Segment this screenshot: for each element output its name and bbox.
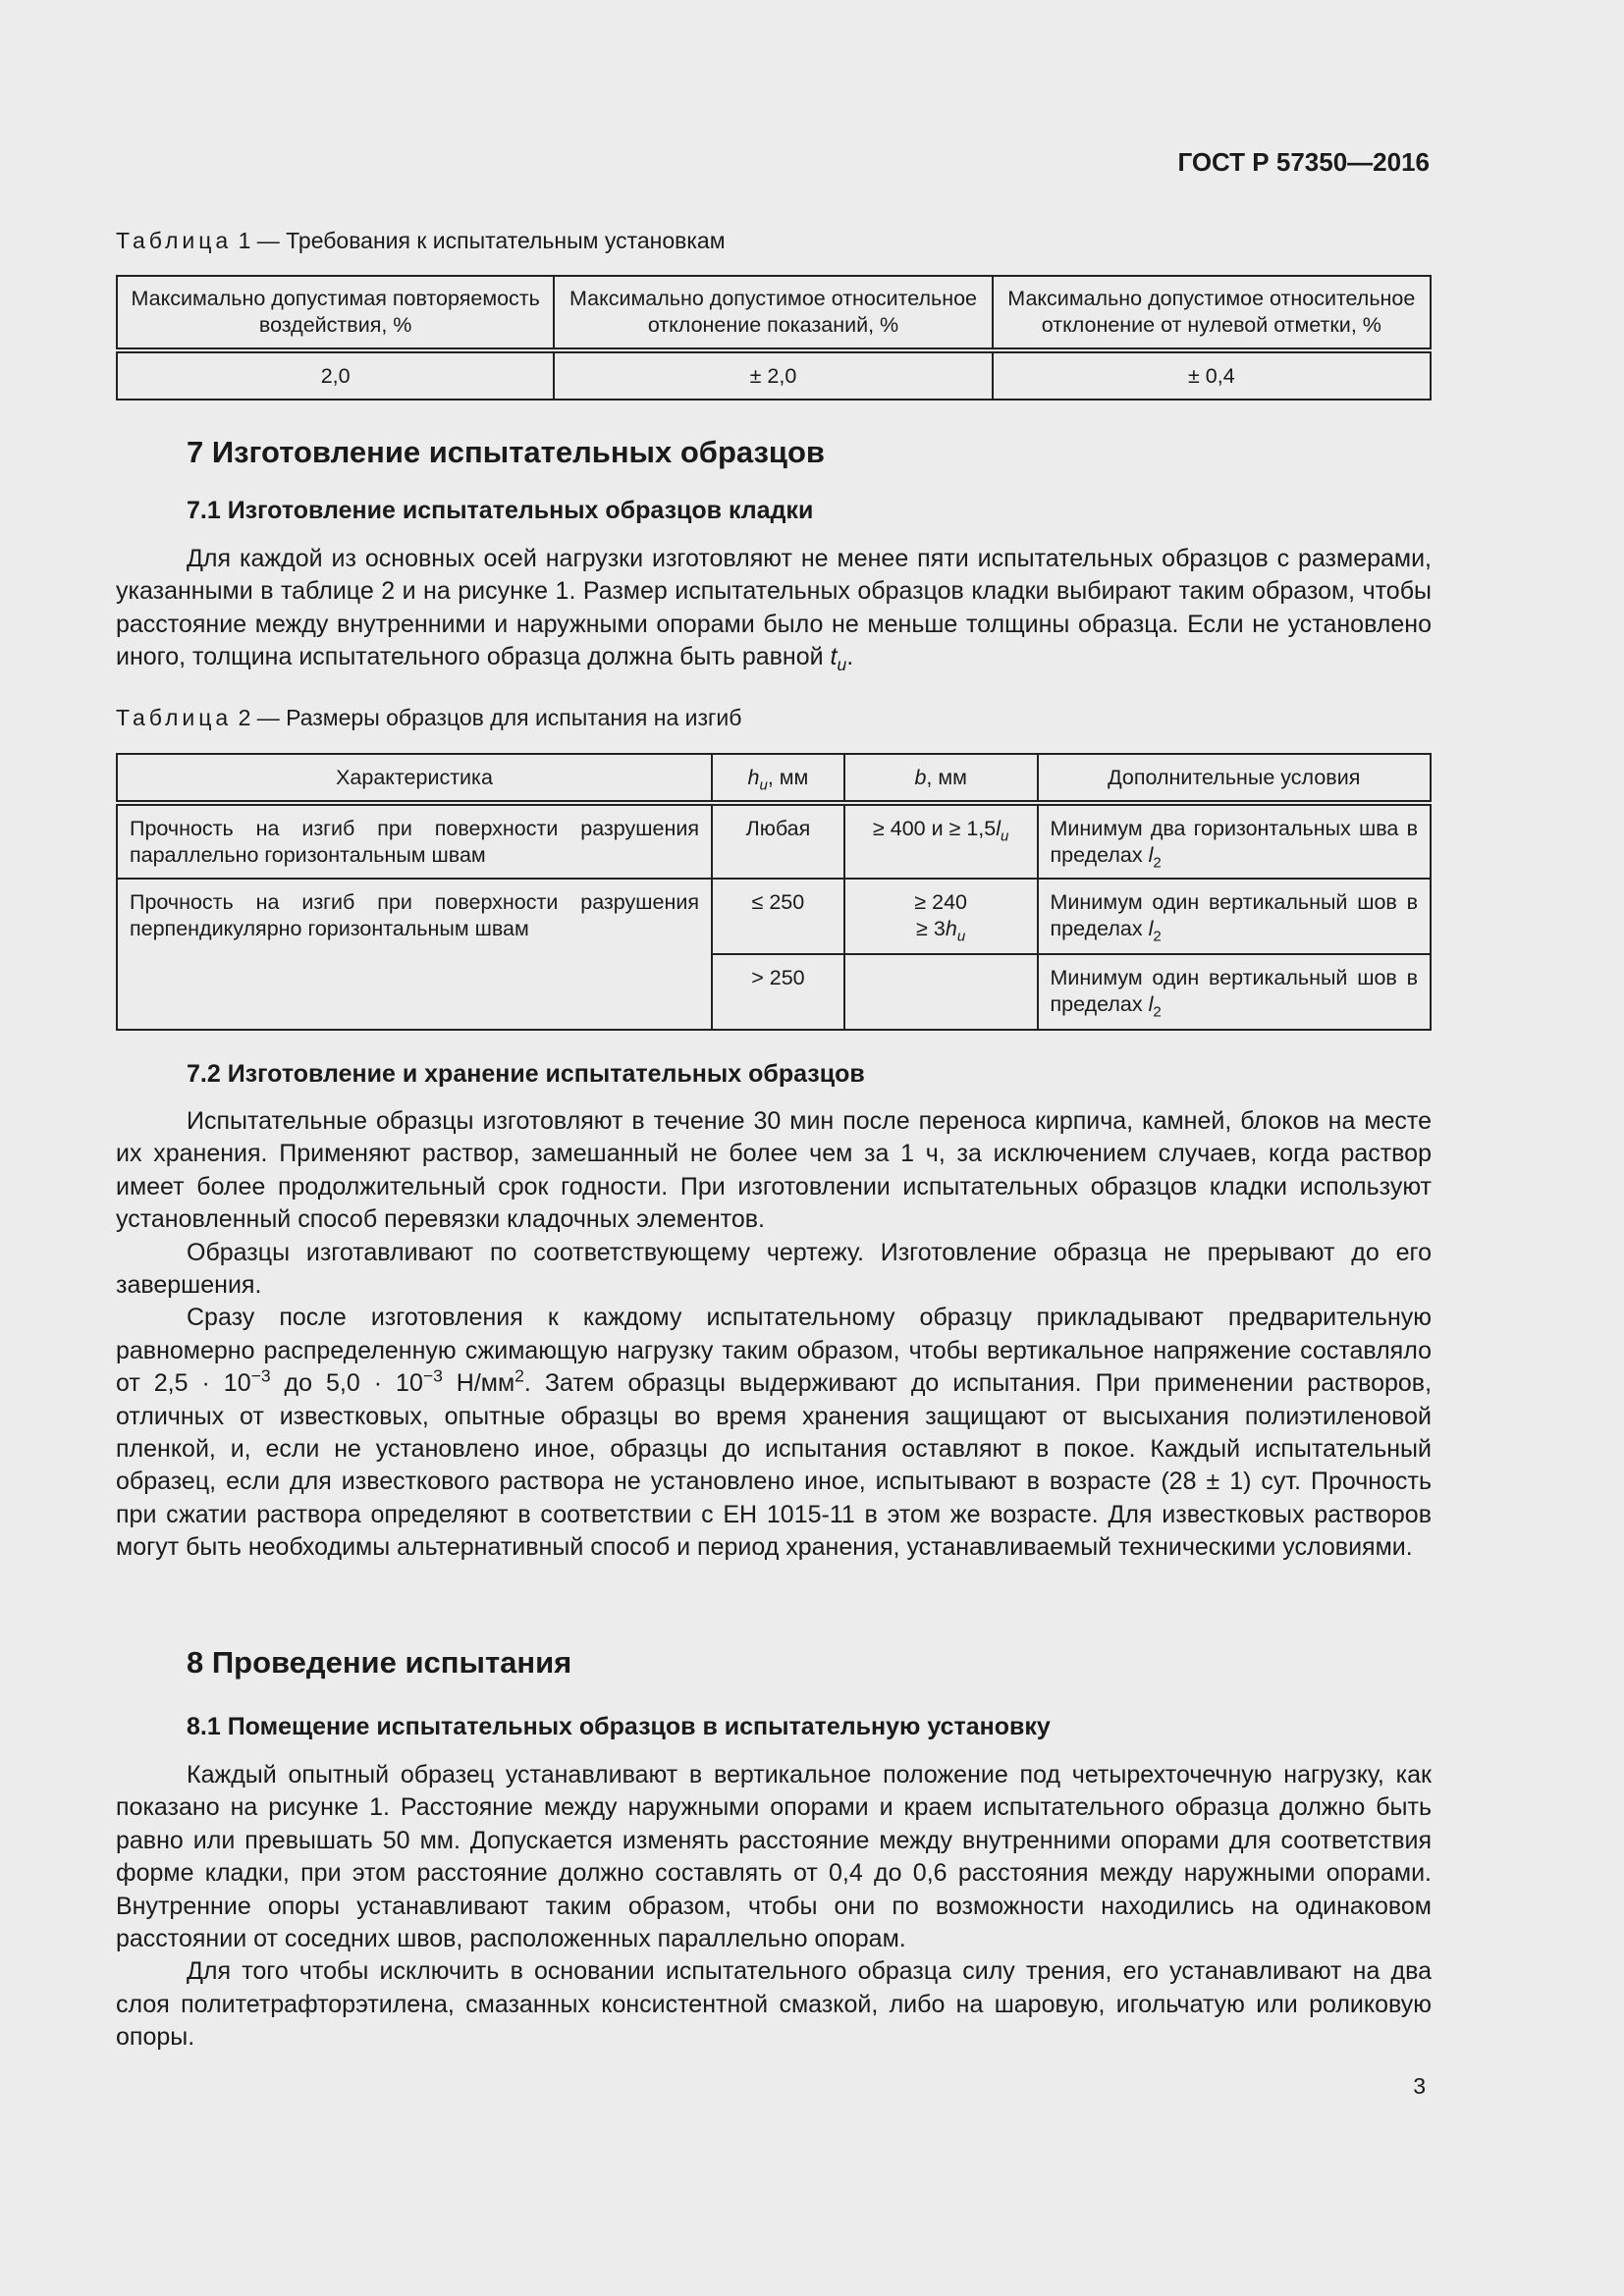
table1-header-zero-deviation: Максимально допустимое относительное отклонение от нулевой отметки, % bbox=[993, 276, 1431, 350]
table2-header-b bbox=[844, 754, 1038, 803]
section8-1-paragraph2: Для того чтобы исключить в основании испытательного образца силу трения, его устанавливают на два слоя политетрафторэтилена, смазанных консистентной смазкой, либо на шаровую, игольчатую или роликовую опоры. bbox=[116, 1957, 1432, 2052]
table1-header-deviation: Максимально допустимое относительное отклонение показаний, % bbox=[554, 276, 992, 350]
table2-row3-conditions-symbol: l bbox=[1148, 991, 1154, 1016]
table1-value-repeatability: 2,0 bbox=[117, 350, 554, 400]
table1-value-deviation: ± 2,0 bbox=[554, 350, 992, 400]
table2-row1-hu: Любая bbox=[712, 803, 844, 879]
table2-row1-conditions-text: Минимум два горизонтальных шва в пределах bbox=[1050, 817, 1418, 867]
table2-row2-b-value2 bbox=[857, 916, 1025, 945]
section8-1-text bbox=[116, 1759, 1432, 2055]
table2-row1-conditions-subscript: 2 bbox=[1153, 854, 1162, 872]
table2 bbox=[116, 753, 1432, 1031]
table2-row1-conditions-symbol: l bbox=[1148, 842, 1154, 867]
table2-header-characteristic: Характеристика bbox=[117, 754, 712, 803]
table2-row3-conditions-subscript: 2 bbox=[1153, 1003, 1162, 1021]
table2-row3-conditions-text: Минимум один вертикальный шов в пределах bbox=[1050, 966, 1418, 1016]
table2-row2-conditions-symbol: l bbox=[1148, 916, 1154, 940]
table1-caption-word: Таблица bbox=[116, 228, 233, 253]
table2-header-b-symbol: b bbox=[914, 765, 927, 789]
table2-row1-conditions bbox=[1038, 803, 1431, 879]
standard-code: ГОСТ Р 57350—2016 bbox=[1177, 147, 1430, 177]
section7-2-title: 7.2 Изготовление и хранение испытательных образцов bbox=[187, 1060, 865, 1088]
table2-row2-b-value1: ≥ 240 bbox=[914, 890, 967, 914]
table2-row2-characteristic: Прочность на изгиб при поверхности разрушения перпендикулярно горизонтальным швам bbox=[117, 879, 712, 1030]
table2-row2-conditions-text: Минимум один вертикальный шов в пределах bbox=[1050, 890, 1418, 940]
table2-row2-b bbox=[844, 879, 1038, 954]
section7-1-text bbox=[116, 543, 1432, 674]
table2-row1-b-value: ≥ 400 и ≥ 1,5 bbox=[872, 817, 997, 840]
section7-title: 7 Изготовление испытательных образцов bbox=[187, 435, 825, 469]
table2-row2-b-symbol: h bbox=[945, 916, 957, 940]
table2-header-b-unit: , мм bbox=[926, 765, 967, 789]
section7-2-paragraph3-part1: Сразу после изготовления к каждому испытательному образцу прикладывают предварительную равномерно распределенную сжимающую нагрузку таким образом, чтобы вертикальное напряжение составляло от 2,5 · 10 bbox=[116, 1304, 1432, 1398]
table2-row2-b-subscript: u bbox=[956, 928, 966, 945]
thickness-symbol: t bbox=[830, 643, 838, 671]
table-row bbox=[117, 879, 1431, 954]
table2-row2-b-value2-text: ≥ 3 bbox=[916, 916, 946, 940]
table2-header-hu-unit: , мм bbox=[767, 765, 809, 789]
table1-caption-text: 1 — Требования к испытательным установкам bbox=[232, 228, 726, 253]
table1-header-repeatability: Максимально допустимая повторяемость воздействия, % bbox=[117, 276, 554, 350]
section7-1-title: 7.1 Изготовление испытательных образцов кладки bbox=[187, 497, 814, 524]
section7-2-paragraph3-part2: до 5,0 · 10 bbox=[270, 1369, 423, 1398]
table1-value-zero-deviation: ± 0,4 bbox=[993, 350, 1431, 400]
section7-2-paragraph3-part3: Н/мм bbox=[442, 1369, 515, 1398]
table2-row2-conditions-subscript: 2 bbox=[1153, 928, 1162, 945]
table2-row1-characteristic: Прочность на изгиб при поверхности разрушения параллельно горизонтальным швам bbox=[117, 803, 712, 879]
section7-1-period: . bbox=[846, 643, 854, 671]
section8-1-paragraph1: Каждый опытный образец устанавливают в вертикальное положение под четырехточечную нагрузку, как показано на рисунке 1. Расстояние между наружными опорами и краем испытательного образца должно быть равно или превышать 50 мм. Допускается изменять расстояние между внутренними опорами для соответствия форме кладки, при этом расстояние должно составлять от 0,4 до 0,6 расстояния между наружными опорами. Внутренние опоры устанавливают таким образом, чтобы они по возможности находились на одинаковом расстоянии от соседних швов, расположенных параллельно опорам. bbox=[116, 1761, 1432, 1953]
table2-header-hu bbox=[712, 754, 844, 803]
section7-2-paragraph3 bbox=[116, 1302, 1432, 1564]
section7-2-text bbox=[116, 1105, 1432, 1565]
table-row bbox=[117, 803, 1431, 879]
table2-header-conditions: Дополнительные условия bbox=[1038, 754, 1431, 803]
section7-2-paragraph1: Испытательные образцы изготовляют в течение 30 мин после переноса кирпича, камней, блоков на месте их хранения. Применяют раствор, замешанный не более чем за 1 ч, за исключением случаев, когда раствор имеет более продолжительный срок годности. При изготовлении испытательных образцов кладки используют установленный способ перевязки кладочных элементов. bbox=[116, 1107, 1432, 1234]
table2-row1-b-subscript: u bbox=[1001, 828, 1009, 845]
table2-header-hu-subscript: u bbox=[759, 775, 768, 793]
exponent-3: 2 bbox=[514, 1365, 524, 1386]
table2-caption-word: Таблица bbox=[116, 705, 233, 730]
exponent-1: −3 bbox=[250, 1365, 271, 1386]
table2-row2-hu: ≤ 250 bbox=[712, 879, 844, 954]
table2-row1-b-symbol: l bbox=[996, 817, 1001, 840]
table1 bbox=[116, 275, 1432, 400]
table2-row3-hu: > 250 bbox=[712, 954, 844, 1030]
section8-1-title: 8.1 Помещение испытательных образцов в испытательную установку bbox=[187, 1713, 1051, 1740]
section7-2-paragraph2: Образцы изготавливают по соответствующему чертежу. Изготовление образца не прерывают до его завершения. bbox=[116, 1238, 1432, 1300]
section8-title: 8 Проведение испытания bbox=[187, 1645, 572, 1680]
table2-caption-text: 2 — Размеры образцов для испытания на изгиб bbox=[232, 705, 742, 730]
table2-row2-conditions bbox=[1038, 879, 1431, 954]
table2-caption bbox=[116, 705, 741, 731]
exponent-2: −3 bbox=[422, 1365, 443, 1386]
section7-2-paragraph3-part4: . Затем образцы выдерживают до испытания. При применении растворов, отличных от известковых, опытные образцы во время хранения защищают от высыхания полиэтиленовой пленкой, и, если не установлено иное, образцы до испытания оставляют в покое. Каждый испытательный образец, если для известкового раствора не установлено иное, испытывают в возрасте (28 ± 1) сут. Прочность при сжатии раствора определяют в соответствии с ЕН 1015-11 в этом же возрасте. Для известковых растворов могут быть необходимы альтернативный способ и период хранения, устанавливаемый техническими условиями. bbox=[116, 1369, 1433, 1562]
table2-row3-conditions bbox=[1038, 954, 1431, 1030]
table2-header-hu-symbol: h bbox=[747, 765, 760, 789]
thickness-subscript: u bbox=[837, 655, 847, 675]
section7-1-paragraph: Для каждой из основных осей нагрузки изготовляют не менее пяти испытательных образцов с размерами, указанными в таблице 2 и на рисунке 1. Размер испытательных образцов кладки выбирают таким образом, чтобы расстояние между внутренними и наружными опорами было не меньше толщины образца. Если не установлено иного, толщина испытательного образца должна быть равной bbox=[116, 545, 1432, 671]
table2-row1-b bbox=[844, 803, 1038, 879]
page-number: 3 bbox=[1413, 2073, 1426, 2099]
table1-caption bbox=[116, 228, 726, 254]
table2-row3-b bbox=[844, 954, 1038, 1030]
